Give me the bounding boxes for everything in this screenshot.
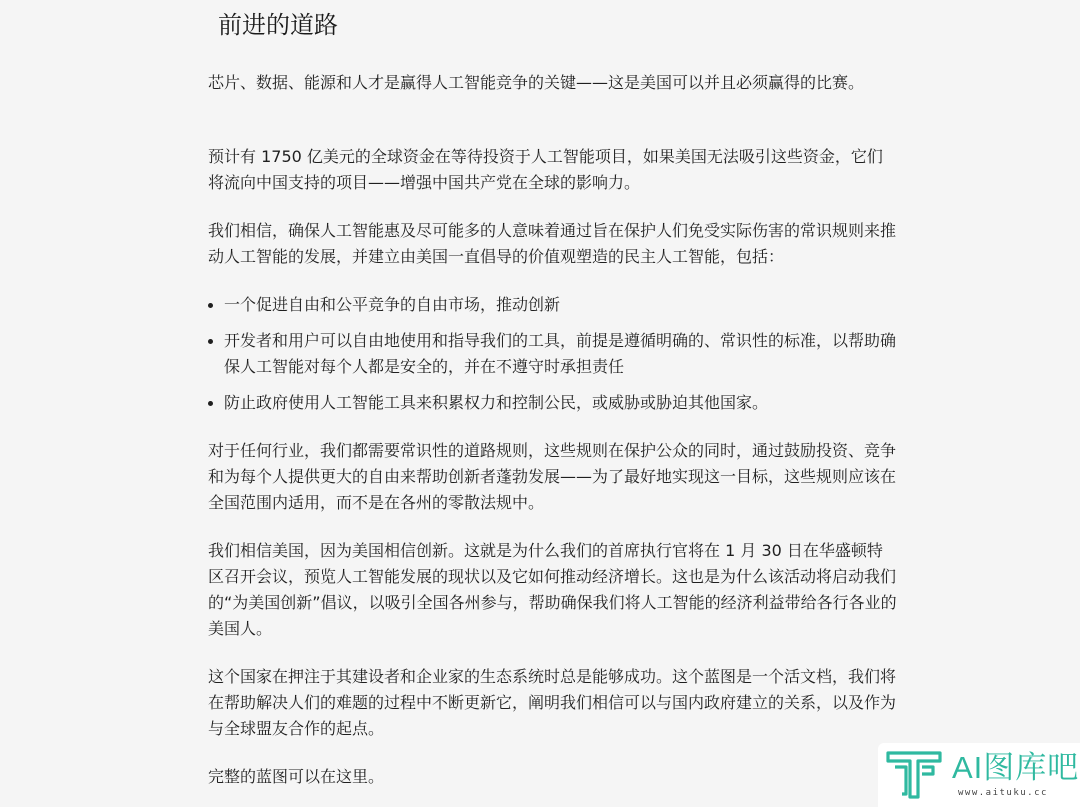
page-title: 前进的道路 [218,11,338,39]
list-item [208,328,898,380]
paragraph-beliefs: 我们相信，确保人工智能惠及尽可能多的人意味着通过旨在保护人们免受实际伤害的常识规则来推动人工智能的发展，并建立由美国一直倡导的价值观塑造的民主人工智能，包括： [208,221,897,266]
paragraph-innovation: 我们相信美国，因为美国相信创新。这就是为什么我们的首席执行官将在 1 月 30 日在华盛顿特区召开会议，预览人工智能发展的现状以及它如何推动经济增长。这也是为什么该活动将启动我们的“为美国创新”倡议，以吸引全国各州参与，帮助确保我们将人工智能的经济利益带给各行各业的美国人。 [208,541,897,638]
list-item [208,390,898,416]
paragraph-funding: 预计有 1750 亿美元的全球资金在等待投资于人工智能项目，如果美国无法吸引这些资金，它们将流向中国支持的项目——增强中国共产党在全球的影响力。 [208,147,883,192]
paragraph-ecosystem: 这个国家在押注于其建设者和企业家的生态系统时总是能够成功。这个蓝图是一个活文档，我们将在帮助解决人们的难题的过程中不断更新它，阐明我们相信可以与国内政府建立的关系，以及作为与全球盟友合作的起点。 [208,667,897,738]
paragraph-intro: 芯片、数据、能源和人才是赢得人工智能竞争的关键——这是美国可以并且必须赢得的比赛。 [208,73,865,92]
watermark-url: www.aituku.cc [958,788,1048,798]
watermark [878,743,1080,807]
list-item-text: 一个促进自由和公平竞争的自由市场，推动创新 [224,295,561,314]
values-list [208,292,898,416]
bullet-icon [208,339,213,344]
list-item [208,292,898,318]
paragraph-road-rules: 对于任何行业，我们都需要常识性的道路规则，这些规则在保护公众的同时，通过鼓励投资、竞争和为每个人提供更大的自由来帮助创新者蓬勃发展——为了最好地实现这一目标，这些规则应该在全国范围内适用，而不是在各州的零散法规中。 [208,441,897,512]
list-item-text: 开发者和用户可以自由地使用和指导我们的工具，前提是遵循明确的、常识性的标准，以帮助确保人工智能对每个人都是安全的，并在不遵守时承担责任 [224,331,897,376]
paragraph-blueprint-link: 完整的蓝图可以在这里。 [208,767,385,786]
watermark-name: AI图库吧 [952,750,1080,785]
aituku-logo-icon [886,750,942,800]
bullet-icon [208,401,213,406]
bullet-icon [208,303,213,308]
list-item-text: 防止政府使用人工智能工具来积累权力和控制公民，或威胁或胁迫其他国家。 [224,393,769,412]
